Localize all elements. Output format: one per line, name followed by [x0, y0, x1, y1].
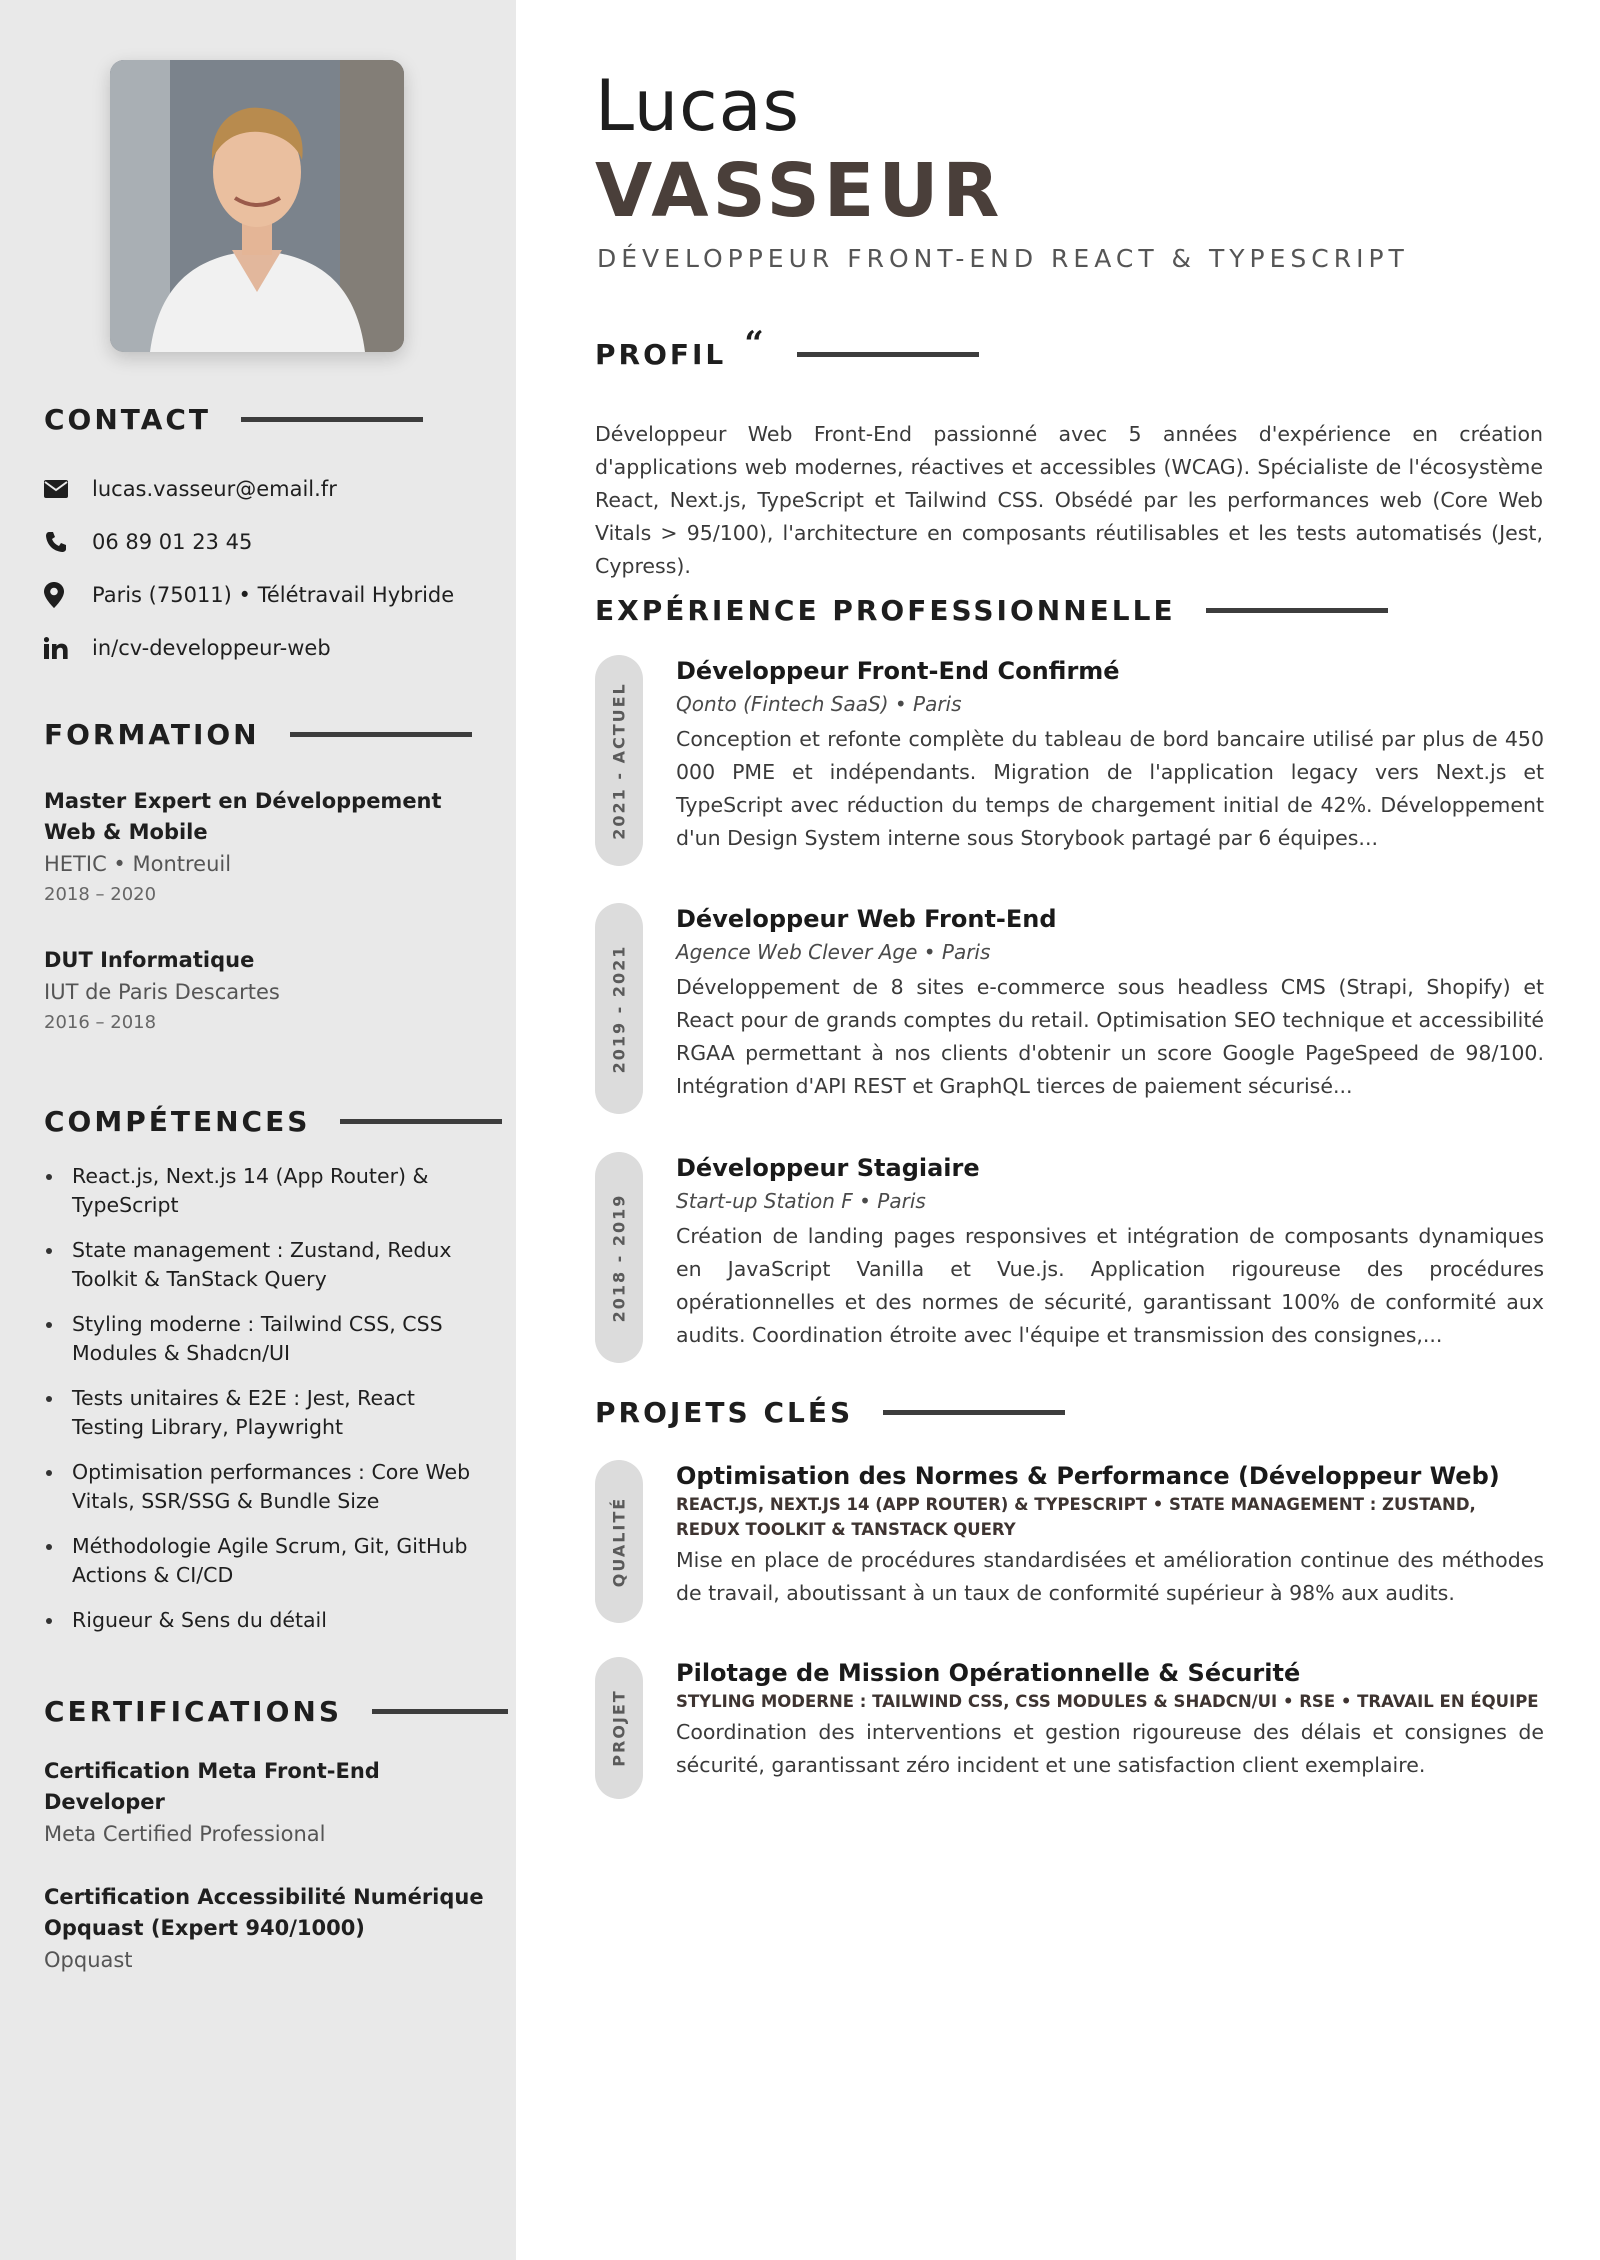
project-title: Pilotage de Mission Opérationnelle & Sécurité [676, 1659, 1301, 1687]
project-body [676, 1460, 1544, 1610]
contact-location [44, 568, 484, 621]
contact-location-text: Paris (75011) • Télétravail Hybride [92, 582, 455, 607]
period-label: 2021 - ACTUEL [609, 681, 629, 840]
experience-company: Agence Web Clever Age • Paris [676, 940, 991, 964]
skills-list [44, 1162, 484, 1651]
experience-description: Conception et refonte complète du tableau de bord bancaire utilisé par plus de 450 000 PME et indépendants. Migration de l'application legacy vers Next.js et TypeScript avec réduction du temps de chargement initial de 42%. Développement d'un Design System interne sous Storybook partagé par 6 équipes... [676, 727, 1544, 850]
envelope-icon [44, 480, 92, 498]
formation-dates: 2018 – 2020 [44, 884, 157, 905]
skill-item: State management : Zustand, Redux Toolkit & TanStack Query [44, 1236, 484, 1294]
certification-item [44, 1756, 484, 1850]
profile-summary: Développeur Web Front-End passionné avec 5 années d'expérience en création d'applications web modernes, réactives et accessibles (WCAG). Spécialiste de l'écosystème React, Next.js, TypeScript et Tailwind CSS. Obsédé par les performances web (Core Web Vitals > 95/100), l'architecture en composants réutilisables et les tests automatisés (Jest, Cypress). [595, 422, 1543, 578]
period-pill [595, 655, 643, 866]
certifications-heading [44, 1695, 508, 1728]
project-keywords: REACT.JS, NEXT.JS 14 (APP ROUTER) & TYPESCRIPT • STATE MANAGEMENT : ZUSTAND, REDUX TOOLKIT & TANSTACK QUERY [676, 1495, 1476, 1539]
period-label: 2018 - 2019 [609, 1193, 629, 1322]
project-body [676, 1657, 1544, 1782]
heading-rule [241, 417, 423, 422]
experience-description: Création de landing pages responsives et intégration de composants dynamiques en JavaScript Vanilla et Vue.js. Application rigoureuse des procédures opérationnelles et des normes de sécurité, garantissant 100% de conformité aux audits. Coordination étroite avec l'équipe et transmission des consignes,... [676, 1224, 1544, 1347]
contact-heading-label: CONTACT [44, 403, 212, 436]
project-description: Mise en place de procédures standardisées et amélioration continue des méthodes de travail, aboutissant à un taux de conformité supérieur à 98% aux audits. [676, 1548, 1544, 1605]
certification-item [44, 1882, 484, 1976]
projets-heading-label: PROJETS CLÉS [595, 1396, 854, 1429]
experience-role: Développeur Stagiaire [676, 1154, 980, 1182]
project-tag: PROJET [609, 1689, 629, 1767]
projets-heading [595, 1396, 1065, 1429]
experience-heading-label: EXPÉRIENCE PROFESSIONNELLE [595, 594, 1176, 627]
skill-item: Tests unitaires & E2E : Jest, React Testing Library, Playwright [44, 1384, 484, 1442]
skill-item: Styling moderne : Tailwind CSS, CSS Modules & Shadcn/UI [44, 1310, 484, 1368]
location-pin-icon [44, 582, 92, 608]
period-pill [595, 1152, 643, 1363]
formation-title: DUT Informatique [44, 948, 255, 972]
experience-company: Qonto (Fintech SaaS) • Paris [676, 692, 962, 716]
competences-heading [44, 1105, 502, 1138]
skill-item: Rigueur & Sens du détail [44, 1606, 484, 1635]
skill-item: Méthodologie Agile Scrum, Git, GitHub Actions & CI/CD [44, 1532, 484, 1590]
experience-body [676, 1152, 1544, 1352]
certifications-heading-label: CERTIFICATIONS [44, 1695, 343, 1728]
contact-email-text: lucas.vasseur@email.fr [92, 476, 337, 501]
heading-rule [1206, 608, 1388, 613]
contact-linkedin-text: in/cv-developpeur-web [92, 635, 331, 660]
formation-school: HETIC • Montreuil [44, 852, 232, 876]
first-name: Lucas [595, 65, 800, 147]
experience-heading [595, 594, 1388, 627]
contact-linkedin[interactable] [44, 621, 484, 674]
formation-heading [44, 718, 472, 751]
competences-heading-label: COMPÉTENCES [44, 1105, 311, 1138]
formation-school: IUT de Paris Descartes [44, 980, 280, 1004]
heading-rule [372, 1709, 508, 1714]
project-title: Optimisation des Normes & Performance (Développeur Web) [676, 1462, 1500, 1490]
formation-title: Master Expert en Développement Web & Mobile [44, 789, 442, 844]
profile-photo [110, 60, 404, 352]
contact-heading [44, 403, 423, 436]
linkedin-icon [44, 637, 92, 659]
certification-title: Certification Accessibilité Numérique Opquast (Expert 940/1000) [44, 1885, 484, 1940]
project-tag-pill [595, 1657, 643, 1799]
quote-icon: “ [744, 324, 767, 364]
experience-body [676, 903, 1544, 1103]
skill-item: Optimisation performances : Core Web Vitals, SSR/SSG & Bundle Size [44, 1458, 484, 1516]
experience-role: Développeur Web Front-End [676, 905, 1057, 933]
experience-body [676, 655, 1544, 855]
project-description: Coordination des interventions et gestion rigoureuse des délais et consignes de sécurité, garantissant zéro incident et une satisfaction client exemplaire. [676, 1720, 1544, 1777]
last-name: VASSEUR [595, 148, 1004, 234]
profil-heading-label: PROFIL [595, 337, 727, 371]
experience-role: Développeur Front-End Confirmé [676, 657, 1120, 685]
heading-rule [797, 352, 979, 357]
contact-phone-text: 06 89 01 23 45 [92, 529, 253, 554]
certification-issuer: Opquast [44, 1948, 133, 1972]
sidebar [0, 0, 516, 2260]
contact-email[interactable] [44, 462, 484, 515]
certification-issuer: Meta Certified Professional [44, 1822, 326, 1846]
experience-description: Développement de 8 sites e-commerce sous headless CMS (Strapi, Shopify) et React pour de grands comptes du retail. Optimisation SEO technique et accessibilité RGAA permettant à nos clients d'obtenir un score Google PageSpeed de 98/100. Intégration d'API REST et GraphQL tierces de paiement sécurisé... [676, 975, 1544, 1098]
project-tag: QUALITÉ [609, 1496, 629, 1587]
formation-heading-label: FORMATION [44, 718, 260, 751]
profil-heading [595, 324, 979, 374]
phone-icon [44, 530, 92, 554]
project-tag-pill [595, 1460, 643, 1623]
heading-rule [883, 1410, 1065, 1415]
formation-item [44, 786, 484, 910]
project-keywords: STYLING MODERNE : TAILWIND CSS, CSS MODULES & SHADCN/UI • RSE • TRAVAIL EN ÉQUIPE [676, 1692, 1539, 1711]
contact-phone[interactable] [44, 515, 484, 568]
heading-rule [340, 1119, 502, 1124]
job-title: DÉVELOPPEUR FRONT-END REACT & TYPESCRIPT [597, 244, 1409, 273]
heading-rule [290, 732, 472, 737]
contact-list [44, 462, 484, 674]
formation-item [44, 945, 484, 1038]
skill-item: React.js, Next.js 14 (App Router) & TypeScript [44, 1162, 484, 1220]
period-label: 2019 - 2021 [609, 944, 629, 1073]
experience-company: Start-up Station F • Paris [676, 1189, 926, 1213]
certification-title: Certification Meta Front-End Developer [44, 1759, 380, 1814]
period-pill [595, 903, 643, 1114]
formation-dates: 2016 – 2018 [44, 1012, 157, 1033]
